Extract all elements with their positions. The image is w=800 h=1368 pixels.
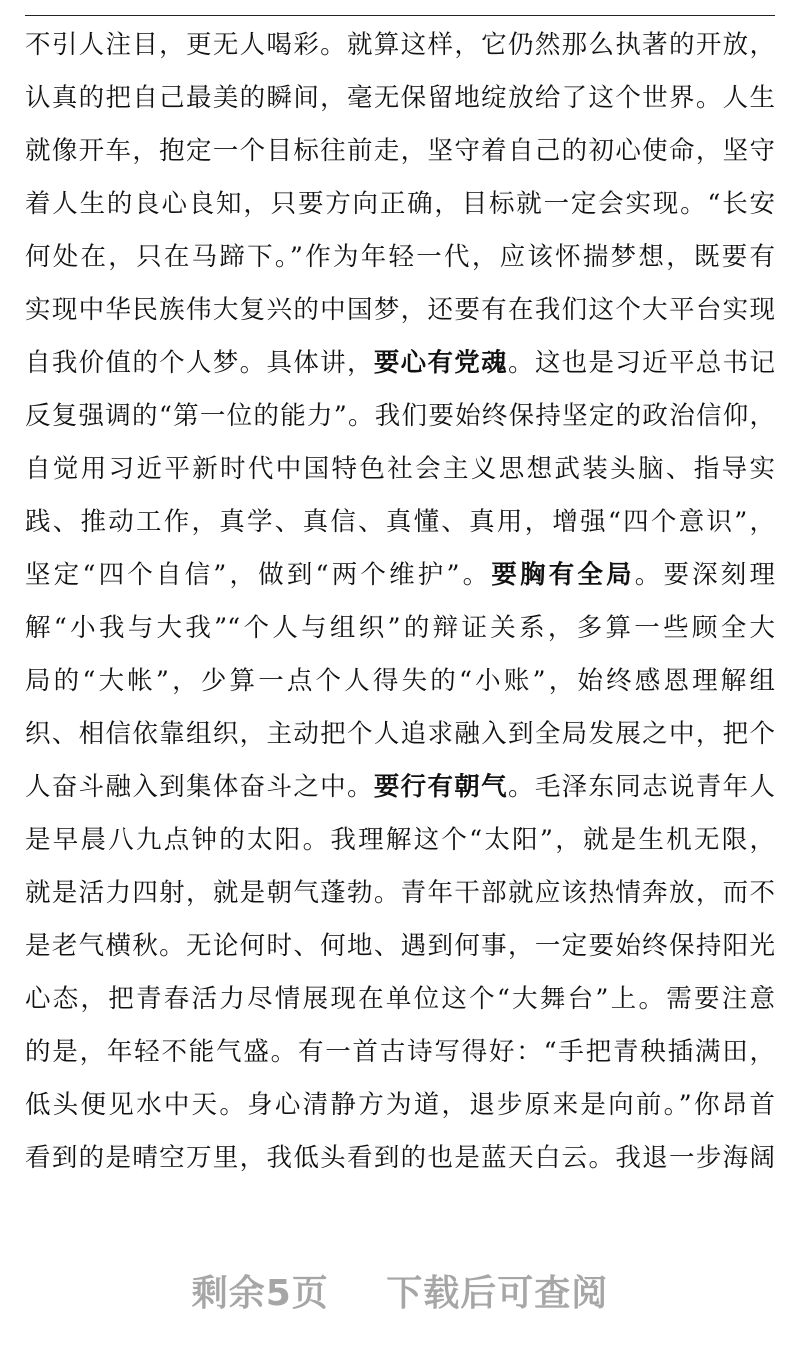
line-text: 织、相信依靠组织，主动把个人追求融入到全局发展之中，把个 <box>25 719 775 749</box>
text-line <box>25 761 775 814</box>
document-body <box>25 19 775 1185</box>
line-text: 看到的是晴空万里，我低头看到的也是蓝天白云。我退一步海阔 <box>25 1143 775 1173</box>
text-line <box>25 1132 775 1185</box>
text-line <box>25 1079 775 1132</box>
text-line <box>25 496 775 549</box>
text-line <box>25 231 775 284</box>
text-line <box>25 337 775 390</box>
text-line <box>25 19 775 72</box>
line-text: 解“小我与大我”“个人与组织”的辩证关系，多算一些顾全大 <box>25 613 775 643</box>
text-line <box>25 655 775 708</box>
line-text: 坚定“四个自信”，做到“两个维护”。 <box>25 560 492 590</box>
download-prompt[interactable] <box>0 1265 800 1316</box>
header-rule <box>25 15 775 16</box>
text-line <box>25 920 775 973</box>
text-line <box>25 867 775 920</box>
line-text: 践、推动工作，真学、真信、真懂、真用，增强“四个意识”， <box>25 507 775 537</box>
text-line <box>25 390 775 443</box>
line-text: 自我价值的个人梦。具体讲， <box>25 348 374 378</box>
text-line <box>25 284 775 337</box>
line-text: 自觉用习近平新时代中国特色社会主义思想武装头脑、指导实 <box>25 454 775 484</box>
line-text: 的是，年轻不能气盛。有一首古诗写得好：“手把青秧插满田， <box>25 1037 775 1067</box>
emphasis-heading: 要行有朝气 <box>373 772 508 802</box>
remaining-pages-label: 剩余5页 <box>191 1273 329 1314</box>
line-text: 。毛泽东同志说青年人 <box>507 772 775 802</box>
text-line <box>25 443 775 496</box>
line-text: 心态，把青春活力尽情展现在单位这个“大舞台”上。需要注意 <box>25 984 775 1014</box>
line-text: 不引人注目，更无人喝彩。就算这样，它仍然那么执著的开放， <box>25 30 775 60</box>
text-line <box>25 1026 775 1079</box>
line-text: 着人生的良心良知，只要方向正确，目标就一定会实现。“长安 <box>25 189 775 219</box>
text-line <box>25 125 775 178</box>
text-line <box>25 72 775 125</box>
line-text: 反复强调的“第一位的能力”。我们要始终保持坚定的政治信仰， <box>25 401 775 431</box>
emphasis-heading: 要心有党魂 <box>373 348 508 378</box>
line-text: 是早晨八九点钟的太阳。我理解这个“太阳”，就是生机无限， <box>25 825 775 855</box>
line-text: 人奋斗融入到集体奋斗之中。 <box>25 772 374 802</box>
line-text: 低头便见水中天。身心清静方为道，退步原来是向前。”你昂首 <box>25 1090 775 1120</box>
line-text: 。要深刻理 <box>634 560 775 590</box>
line-text: 是老气横秋。无论何时、何地、遇到何事，一定要始终保持阳光 <box>25 931 775 961</box>
text-line <box>25 973 775 1026</box>
text-line <box>25 602 775 655</box>
download-to-view-label: 下载后可查阅 <box>386 1273 609 1314</box>
line-text: 何处在，只在马蹄下。”作为年轻一代，应该怀揣梦想，既要有 <box>25 242 775 272</box>
emphasis-heading: 要胸有全局 <box>491 560 635 590</box>
text-line <box>25 178 775 231</box>
line-text: 就像开车，抱定一个目标往前走，坚守着自己的初心使命，坚守 <box>25 136 775 166</box>
line-text: 实现中华民族伟大复兴的中国梦，还要有在我们这个大平台实现 <box>25 295 775 325</box>
text-line <box>25 708 775 761</box>
text-line <box>25 814 775 867</box>
line-text: 。这也是习近平总书记 <box>507 348 775 378</box>
line-text: 认真的把自己最美的瞬间，毫无保留地绽放给了这个世界。人生 <box>25 83 775 113</box>
line-text: 局的“大帐”，少算一点个人得失的“小账”，始终感恩理解组 <box>25 666 775 696</box>
line-text: 就是活力四射，就是朝气蓬勃。青年干部就应该热情奔放，而不 <box>25 878 775 908</box>
text-line <box>25 549 775 602</box>
